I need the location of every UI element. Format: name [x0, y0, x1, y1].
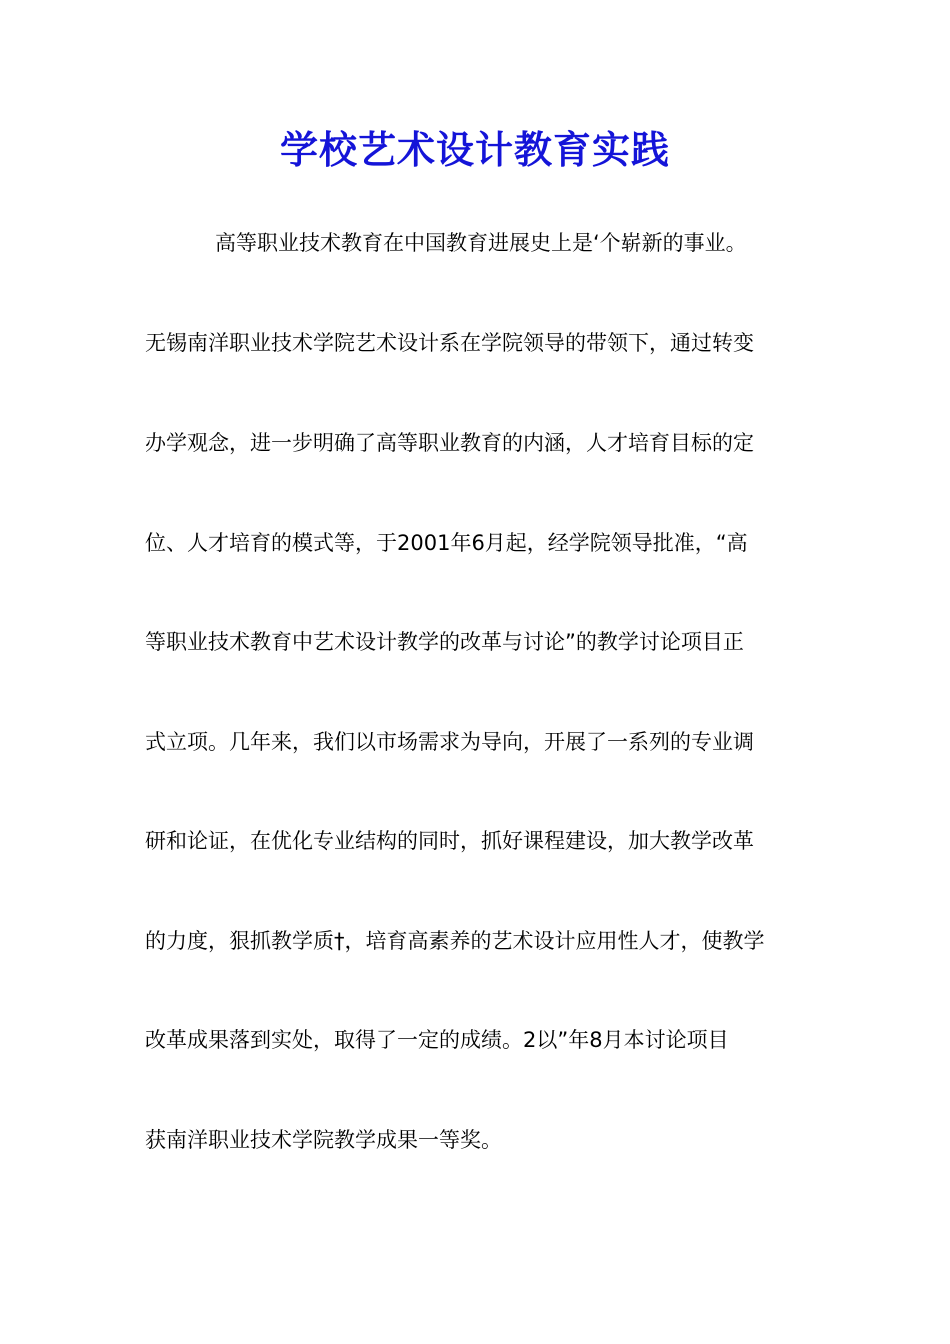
body-line: 式立项。几年来，我们以市场需求为导向，开展了一系列的专业调 [145, 730, 754, 754]
document-title: 学校艺术设计教育实践 [279, 127, 670, 172]
body-line: 研和论证，在优化专业结构的同时，抓好课程建设，加大教学改革 [145, 829, 754, 853]
body-line: 的力度，狠抓教学质†，培育高素养的艺术设计应用性人才，使教学 [145, 929, 765, 953]
body-line: 高等职业技术教育在中国教育进展史上是‘个崭新的事业。 [215, 231, 747, 255]
body-line: 无锡南洋职业技术学院艺术设计系在学院领导的带领下，通过转变 [145, 331, 754, 355]
body-line: 位、人才培育的模式等，于2001年6月起，经学院领导批准，“高 [145, 531, 748, 555]
body-line: 办学观念，进一步明确了高等职业教育的内涵，人才培育目标的定 [145, 431, 754, 455]
body-line: 等职业技术教育中艺术设计教学的改革与讨论”的教学讨论项目正 [145, 630, 744, 654]
body-line: 获南洋职业技术学院教学成果一等奖。 [145, 1128, 502, 1152]
body-line: 改革成果落到实处，取得了一定的成绩。2以”年8月本讨论项目 [145, 1028, 729, 1052]
